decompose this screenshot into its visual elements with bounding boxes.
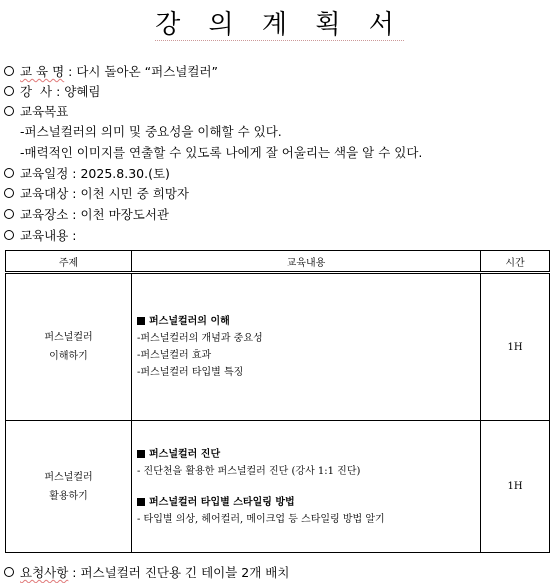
- request-line: 요청사항 : 퍼스널컬러 진단용 긴 테이블 2개 배치: [4, 563, 289, 581]
- circle-bullet-icon: [4, 230, 14, 240]
- date-line: 교육일정 : 2025.8.30.(토): [4, 164, 170, 182]
- goal-item: -매력적인 이미지를 연출할 수 있도록 나에게 잘 어울리는 색을 알 수 있다.: [20, 145, 423, 160]
- column-header-subject: 주제: [6, 251, 132, 273]
- place-value: 이천 마장도서관: [80, 207, 169, 222]
- circle-bullet-icon: [4, 106, 14, 116]
- place-line: 교육장소 : 이천 마장도서관: [4, 205, 169, 223]
- course-name-label: 교 육 명: [20, 64, 65, 79]
- section-heading: 퍼스널컬러 진단: [149, 448, 221, 460]
- place-label: 교육장소: [20, 207, 69, 222]
- table-header-row: [6, 251, 550, 273]
- course-name-value: 다시 돌아온 “퍼스널컬러”: [76, 64, 219, 79]
- instructor-value: 양혜림: [64, 84, 101, 99]
- instructor-line: 강 사 : 양혜림: [4, 82, 101, 100]
- content-cell: [132, 421, 481, 553]
- target-value: 이천 시민 중 희망자: [80, 186, 190, 201]
- content-cell: [132, 273, 481, 421]
- square-bullet-icon: [137, 450, 145, 458]
- subject-cell: 퍼스널컬러 활용하기: [6, 421, 132, 553]
- column-header-time: 시간: [481, 251, 550, 273]
- table-row: [6, 273, 550, 421]
- time-cell: 1H: [481, 421, 550, 553]
- column-header-content: 교육내용: [132, 251, 481, 273]
- document-title: 강 의 계 획 서: [155, 10, 404, 40]
- content-item: -퍼스널컬러 타입별 특징: [137, 367, 244, 378]
- square-bullet-icon: [137, 317, 145, 325]
- content-item: - 진단천을 활용한 퍼스널컬러 진단 (강사 1:1 진단): [137, 465, 361, 477]
- circle-bullet-icon: [4, 168, 14, 178]
- table-row: [6, 421, 550, 553]
- course-name-line: 교 육 명 : 다시 돌아온 “퍼스널컬러”: [4, 62, 218, 80]
- content-label: 교육내용: [20, 228, 69, 243]
- circle-bullet-icon: [4, 188, 14, 198]
- target-line: 교육대상 : 이천 시민 중 희망자: [4, 184, 189, 202]
- circle-bullet-icon: [4, 66, 14, 76]
- content-item: -퍼스널컬러의 개념과 중요성: [137, 333, 263, 344]
- curriculum-table: [5, 250, 550, 553]
- content-line: 교육내용 :: [4, 226, 77, 244]
- content-item: -퍼스널컬러 효과: [137, 350, 212, 361]
- request-label: 요청사항: [20, 565, 69, 580]
- circle-bullet-icon: [4, 209, 14, 219]
- time-cell: 1H: [481, 273, 550, 421]
- date-label: 교육일정: [20, 166, 69, 181]
- circle-bullet-icon: [4, 567, 14, 577]
- target-label: 교육대상: [20, 186, 69, 201]
- subject-cell: 퍼스널컬러 이해하기: [6, 273, 132, 421]
- circle-bullet-icon: [4, 86, 14, 96]
- section-heading: 퍼스널컬러의 이해: [149, 316, 230, 327]
- goal-item: -퍼스널컬러의 의미 및 중요성을 이해할 수 있다.: [20, 124, 282, 139]
- goals-label: 교육목표: [20, 104, 69, 119]
- section-heading: 퍼스널컬러 타입별 스타일링 방법: [149, 496, 295, 508]
- goals-line: [4, 102, 68, 120]
- content-item: - 타입별 의상, 헤어컬러, 메이크업 등 스타일링 방법 알기: [137, 513, 385, 525]
- request-value: 퍼스널컬러 진단용 긴 테이블 2개 배치: [80, 565, 290, 580]
- date-value: 2025.8.30.(토): [80, 166, 170, 181]
- instructor-label: 강 사: [20, 84, 53, 99]
- square-bullet-icon: [137, 498, 145, 506]
